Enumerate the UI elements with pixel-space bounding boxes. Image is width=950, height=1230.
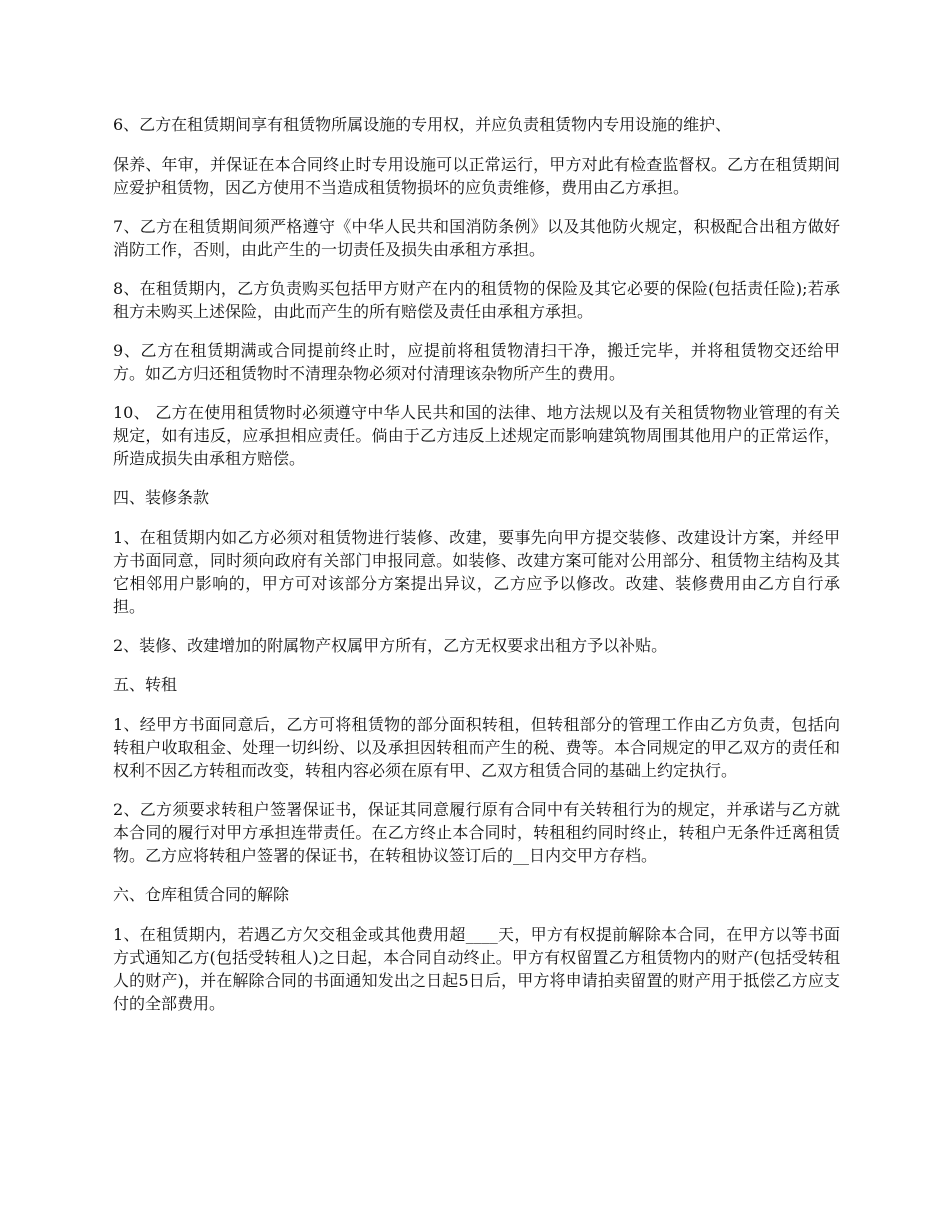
clause-7: 7、乙方在租赁期间须严格遵守《中华人民共和国消防条例》以及其他防火规定，积极配合出租方做好消防工作，否则，由此产生的一切责任及损失由承租方承担。 bbox=[113, 217, 840, 259]
clause-6-continued: 保养、年审，并保证在本合同终止时专用设施可以正常运行，甲方对此有检查监督权。乙方在租赁期间应爱护租赁物，因乙方使用不当造成租赁物损坏的应负责维修，费用由乙方承担。 bbox=[113, 155, 840, 197]
sublease-clause-2: 2、乙方须要求转租户签署保证书，保证其同意履行原有合同中有关转租行为的规定，并承诺与乙方就本合同的履行对甲方承担连带责任。在乙方终止本合同时，转租租约同时终止，转租户无条件迁离租赁物。乙方应将转租户签署的保证书，在转租协议签订后的__日内交甲方存档。 bbox=[113, 800, 840, 865]
sublease-clause-1: 1、经甲方书面同意后，乙方可将租赁物的部分面积转租，但转租部分的管理工作由乙方负责，包括向转租户收取租金、处理一切纠纷、以及承担因转租而产生的税、费等。本合同规定的甲乙双方的责任和权利不因乙方转租而改变，转租内容必须在原有甲、乙双方租赁合同的基础上约定执行。 bbox=[113, 715, 840, 780]
clause-9: 9、乙方在租赁期满或合同提前终止时，应提前将租赁物清扫干净，搬迁完毕，并将租赁物交还给甲方。如乙方归还租赁物时不清理杂物必须对付清理该杂物所产生的费用。 bbox=[113, 341, 840, 383]
renovation-clause-2: 2、装修、改建增加的附属物产权属甲方所有，乙方无权要求出租方予以补贴。 bbox=[113, 636, 668, 655]
document-body bbox=[113, 113, 840, 1031]
clause-6-first-line: 6、乙方在租赁期间享有租赁物所属设施的专用权，并应负责租赁物内专用设施的维护、 bbox=[113, 115, 732, 134]
termination-clause-1: 1、在租赁期内，若遇乙方欠交租金或其他费用超____天，甲方有权提前解除本合同，在甲方以等书面方式通知乙方(包括受转租人)之日起，本合同自动终止。甲方有权留置乙方租赁物内的财产(包括受转租人的财产)，并在解除合同的书面通知发出之日起5日后，甲方将申请拍卖留置的财产用于抵偿乙方应支付的全部费用。 bbox=[113, 925, 840, 1013]
section-heading-renovation: 四、装修条款 bbox=[113, 488, 210, 507]
clause-10: 10、 乙方在使用租赁物时必须遵守中华人民共和国的法律、地方法规以及有关租赁物物业管理的有关规定，如有违反，应承担相应责任。倘由于乙方违反上述规定而影响建筑物周围其他用户的正常运作，所造成损失由承租方赔偿。 bbox=[113, 403, 840, 468]
section-heading-termination: 六、仓库租赁合同的解除 bbox=[113, 885, 290, 904]
clause-8: 8、在租赁期内，乙方负责购买包括甲方财产在内的租赁物的保险及其它必要的保险(包括责任险);若承租方未购买上述保险，由此而产生的所有赔偿及责任由承租方承担。 bbox=[113, 279, 840, 321]
renovation-clause-1: 1、在租赁期内如乙方必须对租赁物进行装修、改建，要事先向甲方提交装修、改建设计方案，并经甲方书面同意，同时须向政府有关部门申报同意。如装修、改建方案可能对公用部分、租赁物主结构及其它相邻用户影响的，甲方可对该部分方案提出异议，乙方应予以修改。改建、装修费用由乙方自行承担。 bbox=[113, 528, 840, 616]
section-heading-sublease: 五、转租 bbox=[113, 675, 178, 694]
